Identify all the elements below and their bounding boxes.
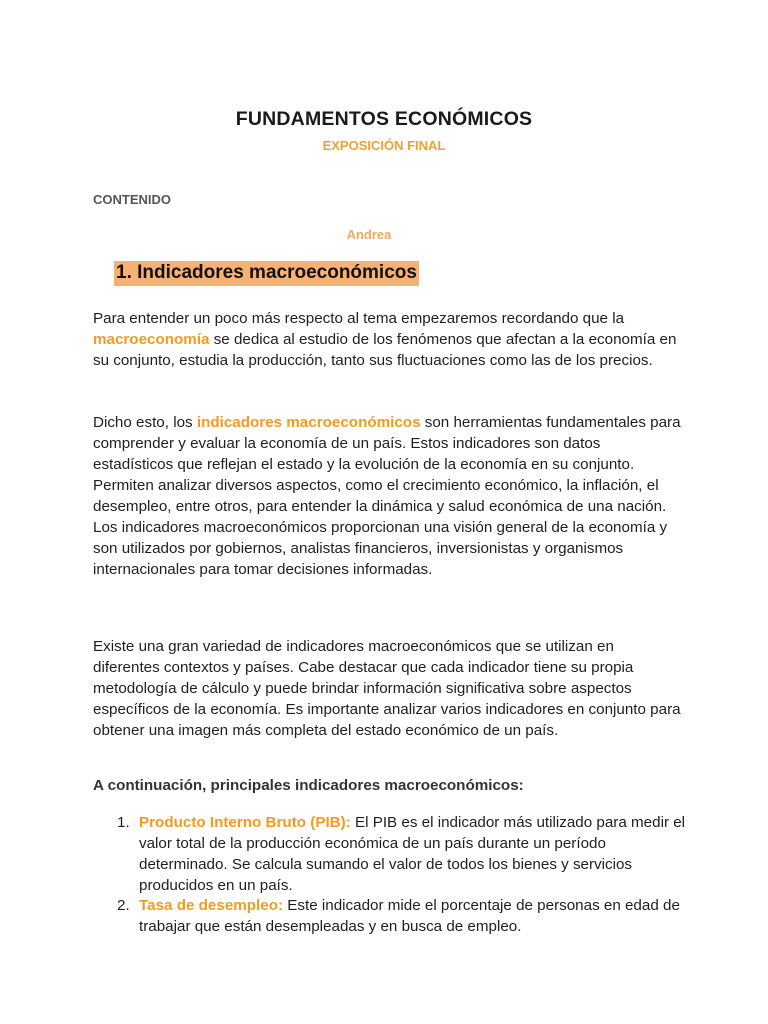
paragraph-indicators xyxy=(93,412,683,580)
list-item-number: 1. xyxy=(117,814,130,831)
highlight-term-indicadores: indicadores macroeconómicos xyxy=(196,414,421,431)
document-title: FUNDAMENTOS ECONÓMICOS xyxy=(235,108,533,130)
section-heading: 1. Indicadores macroeconómicos xyxy=(114,261,419,286)
contents-label: CONTENIDO xyxy=(93,192,171,207)
list-item-text: Este indicador mide el porcentaje de personas en edad de trabajar que están desempleadas y en busca de empleo. xyxy=(139,897,680,935)
list-item-term: Tasa de desempleo: xyxy=(139,897,284,914)
paragraph-text: son herramientas fundamentales para comprender y evaluar la economía de un país. Estos indicadores son datos estadísticos que reflejan el estado y la evolución de la economía en su conjunto. Permiten analizar diversos aspectos, como el crecimiento económico, la inflación, el desempleo, entre otros, para entender la dinámica y salud económica de una nación. Los indicadores macroeconómicos proporcionan una visión general de la economía y son utilizados por gobiernos, analistas financieros, inversionistas y organismos internacionales para tomar decisiones informadas. xyxy=(93,414,681,578)
paragraph-intro xyxy=(93,308,683,371)
document-subtitle: EXPOSICIÓN FINAL xyxy=(322,138,446,153)
list-item xyxy=(117,812,687,896)
paragraph-text: se dedica al estudio de los fenómenos que afectan a la economía en su conjunto, estudia la producción, tanto sus fluctuaciones como las de los precios. xyxy=(93,331,677,369)
list-item-body xyxy=(139,812,687,896)
list-item-term: Producto Interno Bruto (PIB): xyxy=(139,814,351,831)
paragraph-text: Para entender un poco más respecto al tema empezaremos recordando que la xyxy=(93,310,625,327)
list-item-number: 2. xyxy=(117,897,130,914)
list-item-text: El PIB es el indicador más utilizado para medir el valor total de la producción económica de un país durante un período determinado. Se calcula sumando el valor de todos los bienes y servicios producidos en un país. xyxy=(139,814,686,894)
list-item xyxy=(117,895,687,937)
paragraph-text: Dicho esto, los xyxy=(93,414,197,431)
list-title: A continuación, principales indicadores macroeconómicos: xyxy=(93,777,524,794)
list-item-body xyxy=(139,895,687,937)
paragraph-variety: Existe una gran variedad de indicadores macroeconómicos que se utilizan en diferentes contextos y países. Cabe destacar que cada indicador tiene su propia metodología de cálculo y puede brindar información significativa sobre aspectos específicos de la economía. Es importante analizar varios indicadores en conjunto para obtener una imagen más completa del estado económico de un país. xyxy=(93,638,681,739)
highlight-term-macroeconomia: macroeconomía xyxy=(93,331,210,348)
author-name: Andrea xyxy=(346,227,392,242)
